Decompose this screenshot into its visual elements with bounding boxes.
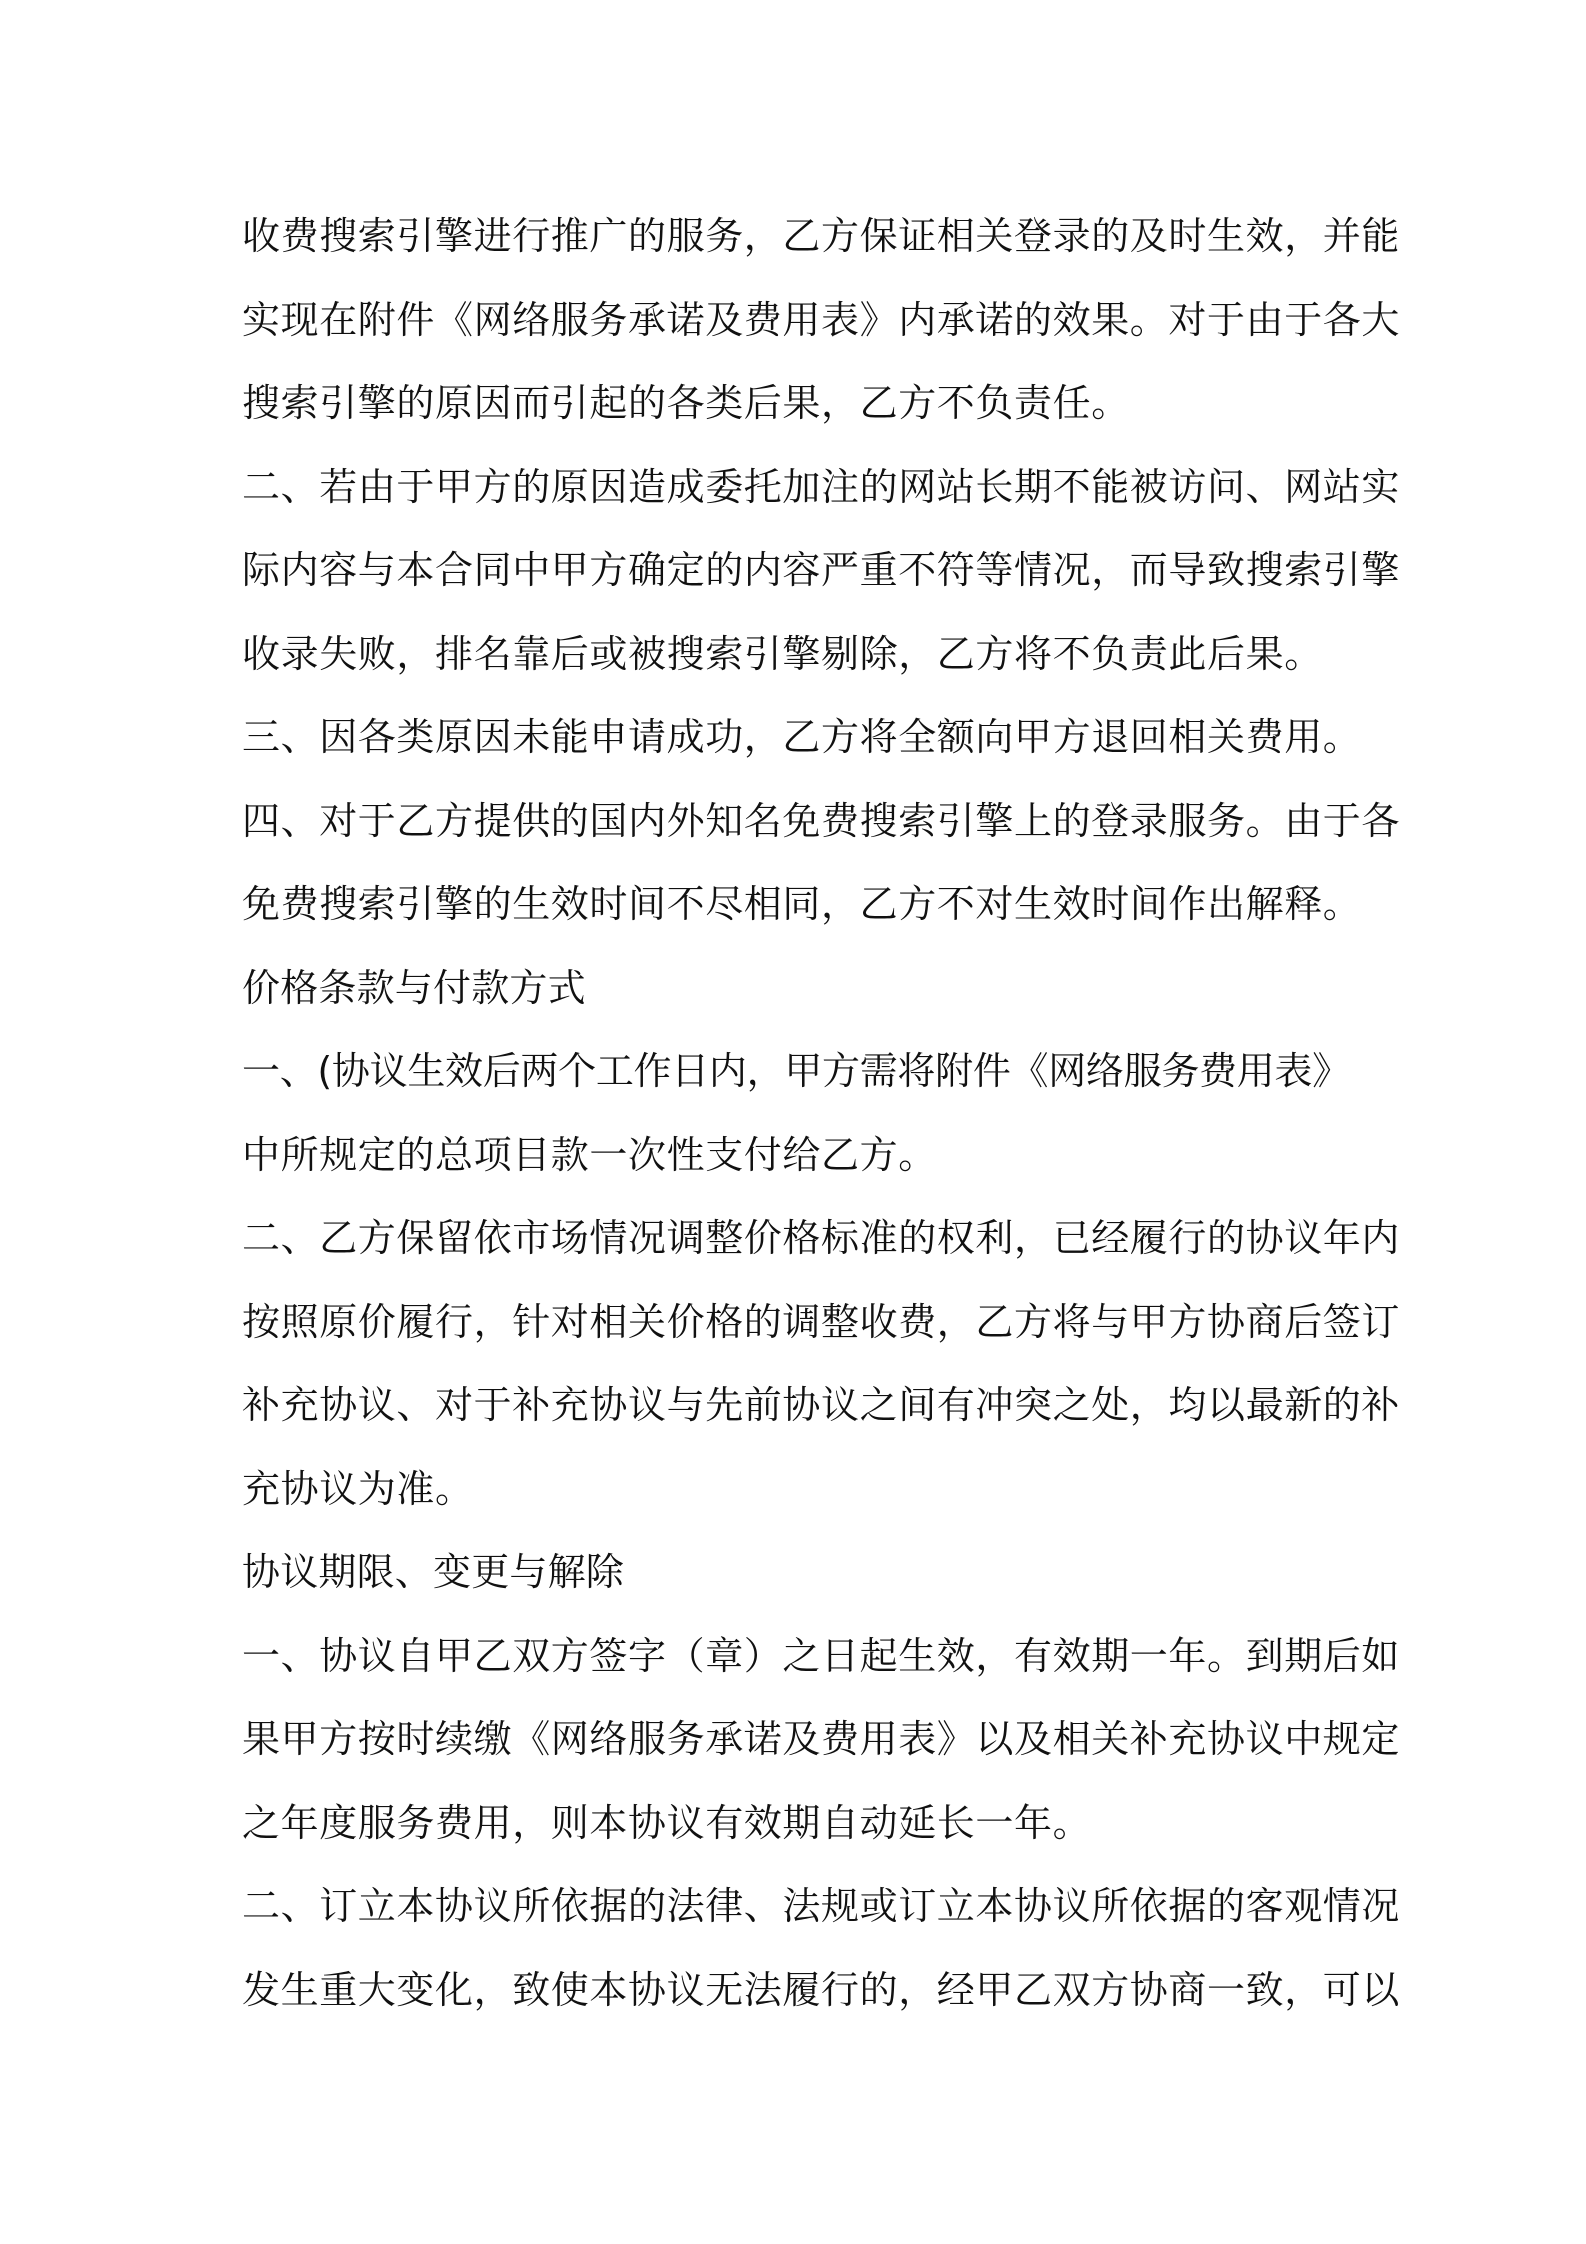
text-line: 搜索引擎的原因而引起的各类后果，乙方不负责任。 — [242, 381, 1130, 425]
text-line: 际内容与本合同中甲方确定的内容严重不符等情况，而导致搜索引擎 — [242, 548, 1401, 592]
document-body — [242, 195, 1401, 2032]
text-line: 免费搜索引擎的生效时间不尽相同，乙方不对生效时间作出解释。 — [242, 882, 1362, 926]
text-line: 收录失败，排名靠后或被搜索引擎剔除，乙方将不负责此后果。 — [242, 631, 1323, 676]
text-line: 四、对于乙方提供的国内外知名免费搜索引擎上的登录服务。由于各 — [242, 798, 1401, 843]
text-line: 发生重大变化，致使本协议无法履行的，经甲乙双方协商一致，可以 — [242, 1967, 1401, 2012]
text-line: 三、因各类原因未能申请成功，乙方将全额向甲方退回相关费用。 — [242, 715, 1362, 759]
text-line: 二、乙方保留依市场情况调整价格标准的权利，已经履行的协议年内 — [242, 1216, 1401, 1260]
text-line: 二、若由于甲方的原因造成委托加注的网站长期不能被访问、网站实 — [242, 464, 1401, 509]
text-line: 二、订立本协议所依据的法律、法规或订立本协议所依据的客观情况 — [242, 1884, 1401, 1928]
text-line: 收费搜索引擎进行推广的服务，乙方保证相关登录的及时生效，并能 — [242, 214, 1401, 258]
section-heading-pricing: 价格条款与付款方式 — [242, 965, 586, 1010]
text-line: 果甲方按时续缴《网络服务承诺及费用表》以及相关补充协议中规定 — [242, 1717, 1401, 1761]
section-heading-term: 协议期限、变更与解除 — [242, 1550, 625, 1594]
text-line: 中所规定的总项目款一次性支付给乙方。 — [242, 1132, 937, 1177]
text-line: 一、(协议生效后两个工作日内，甲方需将附件《网络服务费用表》 — [242, 1049, 1350, 1093]
text-line: 充协议为准。 — [242, 1466, 474, 1511]
text-line: 按照原价履行，针对相关价格的调整收费，乙方将与甲方协商后签订 — [242, 1299, 1401, 1344]
text-line: 实现在附件《网络服务承诺及费用表》内承诺的效果。对于由于各大 — [242, 297, 1401, 342]
text-line: 之年度服务费用，则本协议有效期自动延长一年。 — [242, 1800, 1092, 1845]
text-line: 一、协议自甲乙双方签字（章）之日起生效，有效期一年。到期后如 — [242, 1633, 1401, 1678]
text-line: 补充协议、对于补充协议与先前协议之间有冲突之处，均以最新的补 — [242, 1383, 1401, 1427]
